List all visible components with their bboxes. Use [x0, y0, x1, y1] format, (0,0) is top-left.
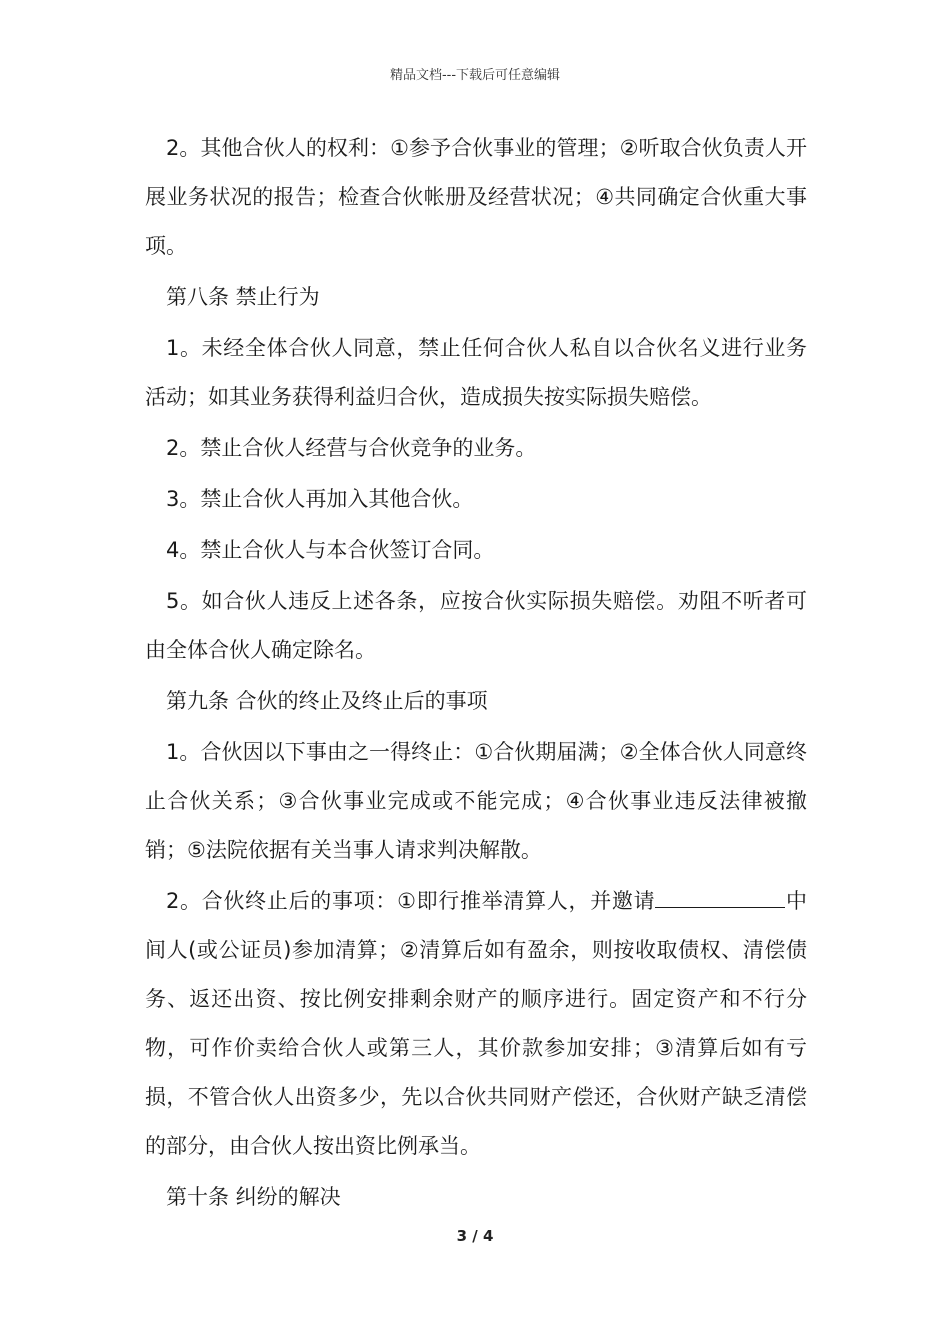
termination-2-text-after: 中间人(或公证员)参加清算；②清算后如有盈余，则按收取债权、清偿债务、返还出资、按比例安排剩余财产的顺序进行。固定资产和不行分物，可作价卖给合伙人或第三人，其价款参加安排；③清算后如有亏损，不管合伙人出资多少，先以合伙共同财产偿还，合伙财产缺乏清偿的部分，由合伙人按出资比例承当。 [145, 889, 808, 1158]
paragraph-prohibition-1: 1。未经全体合伙人同意，禁止任何合伙人私自以合伙名义进行业务活动；如其业务获得利益归合伙，造成损失按实际损失赔偿。 [145, 336, 807, 409]
paragraph-termination-2 [145, 877, 807, 1171]
termination-2-text-before: 2。合伙终止后的事项：①即行推举清算人，并邀请 [166, 889, 656, 913]
blank-line [655, 885, 785, 908]
article-heading-9: 第九条 合伙的终止及终止后的事项 [166, 689, 488, 713]
paragraph-prohibition-4: 4。禁止合伙人与本合伙签订合同。 [166, 538, 495, 562]
document-body [145, 124, 807, 1224]
page-number: 3 / 4 [456, 1227, 494, 1245]
paragraph-prohibition-3: 3。禁止合伙人再加入其他合伙。 [166, 487, 474, 511]
paragraph-partner-rights: 2。其他合伙人的权利：①参予合伙事业的管理；②听取合伙负责人开展业务状况的报告；检查合伙帐册及经营状况；④共同确定合伙重大事项。 [145, 136, 807, 258]
paragraph-prohibition-2: 2。禁止合伙人经营与合伙竞争的业务。 [166, 436, 537, 460]
article-heading-10: 第十条 纠纷的解决 [166, 1185, 341, 1209]
page-header: 精品文档---下载后可任意编辑 [389, 68, 561, 83]
article-heading-8: 第八条 禁止行为 [166, 285, 320, 309]
paragraph-termination-1: 1。合伙因以下事由之一得终止：①合伙期届满；②全体合伙人同意终止合伙关系；③合伙事业完成或不能完成；④合伙事业违反法律被撤销；⑤法院依据有关当事人请求判决解散。 [145, 740, 807, 862]
paragraph-prohibition-5: 5。如合伙人违反上述各条，应按合伙实际损失赔偿。劝阻不听者可由全体合伙人确定除名。 [145, 589, 807, 662]
